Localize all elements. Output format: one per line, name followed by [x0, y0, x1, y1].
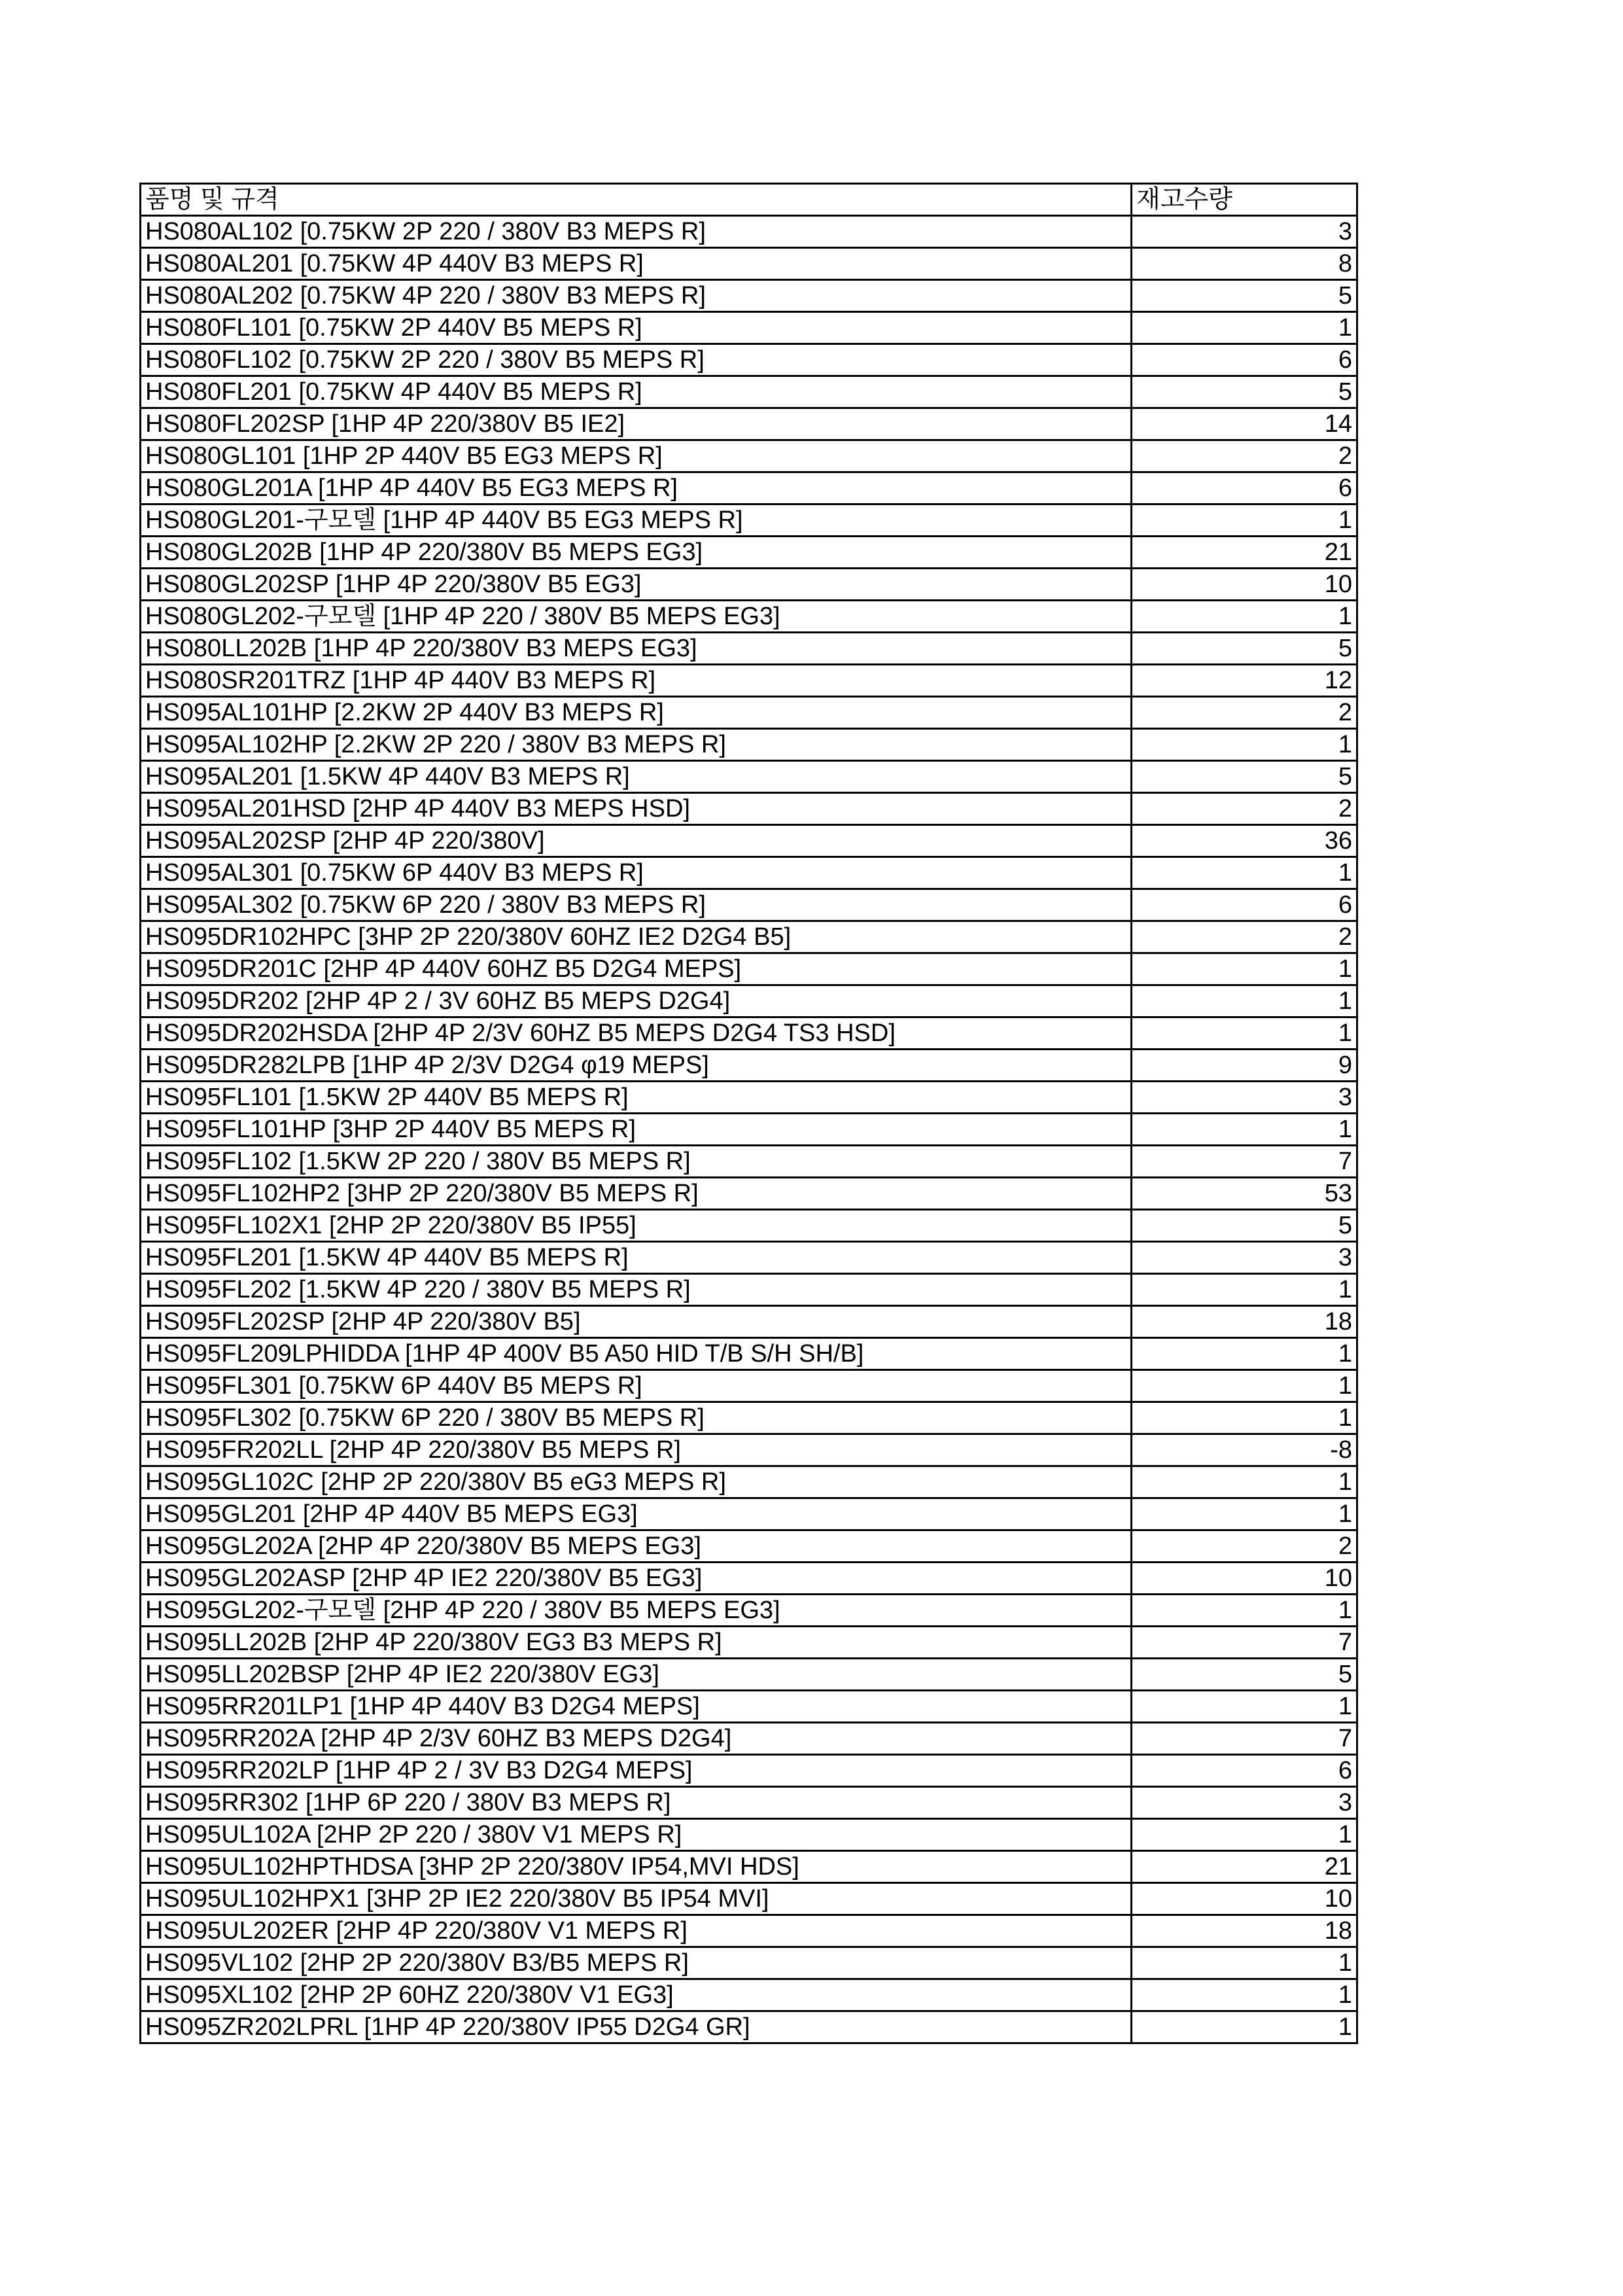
product-name-cell: HS095FL302 [0.75KW 6P 220 / 380V B5 MEPS R] [141, 1402, 1132, 1434]
column-header-name: 품명 및 규격 [141, 184, 1132, 216]
product-name-cell: HS080AL201 [0.75KW 4P 440V B3 MEPS R] [141, 248, 1132, 280]
table-row [141, 1178, 1357, 1210]
table-row [141, 1979, 1357, 2011]
table-row [141, 1338, 1357, 1370]
stock-qty-cell: 5 [1132, 633, 1357, 665]
stock-qty-cell: 1 [1132, 1114, 1357, 1146]
table-row [141, 1659, 1357, 1691]
table-row [141, 1114, 1357, 1146]
product-name-cell: HS095DR102HPC [3HP 2P 220/380V 60HZ IE2 D2G4 B5] [141, 921, 1132, 953]
stock-qty-cell: 9 [1132, 1050, 1357, 1082]
product-name-cell: HS095UL202ER [2HP 4P 220/380V V1 MEPS R] [141, 1915, 1132, 1947]
table-row [141, 1723, 1357, 1755]
stock-qty-cell: 1 [1132, 729, 1357, 761]
product-name-cell: HS095RR202LP [1HP 4P 2 / 3V B3 D2G4 MEPS] [141, 1755, 1132, 1787]
stock-qty-cell: 1 [1132, 1691, 1357, 1723]
stock-qty-cell: 1 [1132, 1498, 1357, 1530]
table-row [141, 1595, 1357, 1627]
product-name-cell: HS095LL202BSP [2HP 4P IE2 220/380V EG3] [141, 1659, 1132, 1691]
product-name-cell: HS095GL202-구모델 [2HP 4P 220 / 380V B5 MEPS EG3] [141, 1595, 1132, 1627]
stock-qty-cell: 2 [1132, 921, 1357, 953]
product-name-cell: HS095AL302 [0.75KW 6P 220 / 380V B3 MEPS R] [141, 889, 1132, 921]
stock-qty-cell: 1 [1132, 601, 1357, 633]
table-row [141, 472, 1357, 504]
stock-qty-cell: 1 [1132, 1402, 1357, 1434]
table-row [141, 1530, 1357, 1563]
product-name-cell: HS095AL102HP [2.2KW 2P 220 / 380V B3 MEPS R] [141, 729, 1132, 761]
stock-qty-cell: 5 [1132, 376, 1357, 408]
product-name-cell: HS095RR202A [2HP 4P 2/3V 60HZ B3 MEPS D2G4] [141, 1723, 1132, 1755]
product-name-cell: HS095GL202A [2HP 4P 220/380V B5 MEPS EG3] [141, 1530, 1132, 1563]
stock-qty-cell: 1 [1132, 985, 1357, 1017]
stock-qty-cell: 1 [1132, 1466, 1357, 1498]
table-row [141, 761, 1357, 793]
product-name-cell: HS095UL102HPX1 [3HP 2P IE2 220/380V B5 IP54 MVI] [141, 1883, 1132, 1915]
product-name-cell: HS080FL201 [0.75KW 4P 440V B5 MEPS R] [141, 376, 1132, 408]
product-name-cell: HS095FL209LPHIDDA [1HP 4P 400V B5 A50 HID T/B S/H SH/B] [141, 1338, 1132, 1370]
table-row [141, 953, 1357, 985]
product-name-cell: HS095UL102A [2HP 2P 220 / 380V V1 MEPS R] [141, 1819, 1132, 1851]
table-row [141, 1402, 1357, 1434]
stock-qty-cell: 1 [1132, 953, 1357, 985]
table-row [141, 1915, 1357, 1947]
table-row [141, 1050, 1357, 1082]
table-row [141, 601, 1357, 633]
stock-qty-cell: 5 [1132, 761, 1357, 793]
product-name-cell: HS095XL102 [2HP 2P 60HZ 220/380V V1 EG3] [141, 1979, 1132, 2011]
product-name-cell: HS080LL202B [1HP 4P 220/380V B3 MEPS EG3] [141, 633, 1132, 665]
table-row [141, 1434, 1357, 1466]
table-row [141, 1242, 1357, 1274]
column-header-qty: 재고수량 [1132, 184, 1357, 216]
stock-qty-cell: 21 [1132, 1851, 1357, 1883]
table-row [141, 985, 1357, 1017]
stock-qty-cell: -8 [1132, 1434, 1357, 1466]
product-name-cell: HS095LL202B [2HP 4P 220/380V EG3 B3 MEPS R] [141, 1627, 1132, 1659]
stock-qty-cell: 10 [1132, 569, 1357, 601]
product-name-cell: HS080FL102 [0.75KW 2P 220 / 380V B5 MEPS R] [141, 344, 1132, 376]
stock-qty-cell: 36 [1132, 825, 1357, 857]
table-row [141, 569, 1357, 601]
product-name-cell: HS095GL201 [2HP 4P 440V B5 MEPS EG3] [141, 1498, 1132, 1530]
product-name-cell: HS095GL202ASP [2HP 4P IE2 220/380V B5 EG3] [141, 1563, 1132, 1595]
product-name-cell: HS095GL102C [2HP 2P 220/380V B5 eG3 MEPS R] [141, 1466, 1132, 1498]
product-name-cell: HS080FL101 [0.75KW 2P 440V B5 MEPS R] [141, 312, 1132, 344]
table-row [141, 280, 1357, 312]
product-name-cell: HS080FL202SP [1HP 4P 220/380V B5 IE2] [141, 408, 1132, 440]
table-row [141, 633, 1357, 665]
table-row [141, 1017, 1357, 1050]
table-row [141, 1627, 1357, 1659]
stock-qty-cell: 5 [1132, 1659, 1357, 1691]
table-row [141, 312, 1357, 344]
stock-qty-cell: 5 [1132, 280, 1357, 312]
product-name-cell: HS095AL201 [1.5KW 4P 440V B3 MEPS R] [141, 761, 1132, 793]
stock-qty-cell: 6 [1132, 472, 1357, 504]
table-row [141, 1306, 1357, 1338]
inventory-table [139, 183, 1358, 2044]
product-name-cell: HS095FL101HP [3HP 2P 440V B5 MEPS R] [141, 1114, 1132, 1146]
stock-qty-cell: 7 [1132, 1627, 1357, 1659]
table-row [141, 1210, 1357, 1242]
product-name-cell: HS095AL301 [0.75KW 6P 440V B3 MEPS R] [141, 857, 1132, 889]
product-name-cell: HS095RR302 [1HP 6P 220 / 380V B3 MEPS R] [141, 1787, 1132, 1819]
stock-qty-cell: 6 [1132, 889, 1357, 921]
product-name-cell: HS095UL102HPTHDSA [3HP 2P 220/380V IP54,MVI HDS] [141, 1851, 1132, 1883]
table-row [141, 729, 1357, 761]
table-row [141, 408, 1357, 440]
stock-qty-cell: 1 [1132, 1274, 1357, 1306]
table-row [141, 857, 1357, 889]
product-name-cell: HS095FL201 [1.5KW 4P 440V B5 MEPS R] [141, 1242, 1132, 1274]
stock-qty-cell: 10 [1132, 1563, 1357, 1595]
stock-qty-cell: 6 [1132, 1755, 1357, 1787]
product-name-cell: HS080GL202SP [1HP 4P 220/380V B5 EG3] [141, 569, 1132, 601]
stock-qty-cell: 1 [1132, 1017, 1357, 1050]
product-name-cell: HS095AL201HSD [2HP 4P 440V B3 MEPS HSD] [141, 793, 1132, 825]
table-row [141, 2011, 1357, 2043]
product-name-cell: HS080GL202-구모델 [1HP 4P 220 / 380V B5 MEPS EG3] [141, 601, 1132, 633]
table-row [141, 1851, 1357, 1883]
product-name-cell: HS095DR202 [2HP 4P 2 / 3V 60HZ B5 MEPS D2G4] [141, 985, 1132, 1017]
stock-qty-cell: 1 [1132, 504, 1357, 537]
product-name-cell: HS080AL202 [0.75KW 4P 220 / 380V B3 MEPS R] [141, 280, 1132, 312]
table-row [141, 1947, 1357, 1979]
stock-qty-cell: 6 [1132, 344, 1357, 376]
product-name-cell: HS080GL201-구모델 [1HP 4P 440V B5 EG3 MEPS R] [141, 504, 1132, 537]
product-name-cell: HS095FL102X1 [2HP 2P 220/380V B5 IP55] [141, 1210, 1132, 1242]
stock-qty-cell: 8 [1132, 248, 1357, 280]
stock-qty-cell: 1 [1132, 312, 1357, 344]
stock-qty-cell: 12 [1132, 665, 1357, 697]
table-row [141, 665, 1357, 697]
table-row [141, 1370, 1357, 1402]
table-row [141, 376, 1357, 408]
product-name-cell: HS080SR201TRZ [1HP 4P 440V B3 MEPS R] [141, 665, 1132, 697]
stock-qty-cell: 3 [1132, 1242, 1357, 1274]
header-row [141, 184, 1357, 216]
stock-qty-cell: 1 [1132, 1370, 1357, 1402]
table-row [141, 921, 1357, 953]
table-row [141, 440, 1357, 472]
table-row [141, 889, 1357, 921]
product-name-cell: HS095VL102 [2HP 2P 220/380V B3/B5 MEPS R] [141, 1947, 1132, 1979]
table-row [141, 793, 1357, 825]
product-name-cell: HS095FL101 [1.5KW 2P 440V B5 MEPS R] [141, 1082, 1132, 1114]
table-row [141, 1563, 1357, 1595]
stock-qty-cell: 1 [1132, 1595, 1357, 1627]
product-name-cell: HS080GL202B [1HP 4P 220/380V B5 MEPS EG3] [141, 537, 1132, 569]
stock-qty-cell: 1 [1132, 1979, 1357, 2011]
stock-qty-cell: 3 [1132, 216, 1357, 248]
product-name-cell: HS095AL101HP [2.2KW 2P 440V B3 MEPS R] [141, 697, 1132, 729]
table-row [141, 248, 1357, 280]
stock-qty-cell: 7 [1132, 1146, 1357, 1178]
stock-qty-cell: 14 [1132, 408, 1357, 440]
product-name-cell: HS095ZR202LPRL [1HP 4P 220/380V IP55 D2G4 GR] [141, 2011, 1132, 2043]
stock-qty-cell: 21 [1132, 537, 1357, 569]
product-name-cell: HS095FL202SP [2HP 4P 220/380V B5] [141, 1306, 1132, 1338]
product-name-cell: HS095DR282LPB [1HP 4P 2/3V D2G4 φ19 MEPS] [141, 1050, 1132, 1082]
product-name-cell: HS095DR201C [2HP 4P 440V 60HZ B5 D2G4 MEPS] [141, 953, 1132, 985]
table-row [141, 1466, 1357, 1498]
stock-qty-cell: 1 [1132, 2011, 1357, 2043]
table-row [141, 344, 1357, 376]
table-row [141, 1274, 1357, 1306]
product-name-cell: HS080AL102 [0.75KW 2P 220 / 380V B3 MEPS R] [141, 216, 1132, 248]
stock-qty-cell: 7 [1132, 1723, 1357, 1755]
product-name-cell: HS095AL202SP [2HP 4P 220/380V] [141, 825, 1132, 857]
product-name-cell: HS095FL102 [1.5KW 2P 220 / 380V B5 MEPS R] [141, 1146, 1132, 1178]
stock-qty-cell: 18 [1132, 1915, 1357, 1947]
product-name-cell: HS080GL101 [1HP 2P 440V B5 EG3 MEPS R] [141, 440, 1132, 472]
product-name-cell: HS080GL201A [1HP 4P 440V B5 EG3 MEPS R] [141, 472, 1132, 504]
stock-qty-cell: 1 [1132, 1947, 1357, 1979]
product-name-cell: HS095FR202LL [2HP 4P 220/380V B5 MEPS R] [141, 1434, 1132, 1466]
table-row [141, 1146, 1357, 1178]
table-row [141, 504, 1357, 537]
table-row [141, 697, 1357, 729]
product-name-cell: HS095DR202HSDA [2HP 4P 2/3V 60HZ B5 MEPS D2G4 TS3 HSD] [141, 1017, 1132, 1050]
stock-qty-cell: 1 [1132, 1338, 1357, 1370]
stock-qty-cell: 1 [1132, 1819, 1357, 1851]
product-name-cell: HS095FL202 [1.5KW 4P 220 / 380V B5 MEPS R] [141, 1274, 1132, 1306]
table-row [141, 1787, 1357, 1819]
table-row [141, 1755, 1357, 1787]
product-name-cell: HS095FL301 [0.75KW 6P 440V B5 MEPS R] [141, 1370, 1132, 1402]
stock-qty-cell: 5 [1132, 1210, 1357, 1242]
table-row [141, 825, 1357, 857]
table-row [141, 1883, 1357, 1915]
stock-qty-cell: 3 [1132, 1787, 1357, 1819]
table-row [141, 1819, 1357, 1851]
product-name-cell: HS095RR201LP1 [1HP 4P 440V B3 D2G4 MEPS] [141, 1691, 1132, 1723]
stock-qty-cell: 2 [1132, 1530, 1357, 1563]
stock-qty-cell: 18 [1132, 1306, 1357, 1338]
table-row [141, 537, 1357, 569]
table-row [141, 1082, 1357, 1114]
stock-qty-cell: 2 [1132, 440, 1357, 472]
stock-qty-cell: 2 [1132, 793, 1357, 825]
table-row [141, 216, 1357, 248]
stock-qty-cell: 10 [1132, 1883, 1357, 1915]
stock-qty-cell: 3 [1132, 1082, 1357, 1114]
table-row [141, 1498, 1357, 1530]
stock-qty-cell: 1 [1132, 857, 1357, 889]
table-row [141, 1691, 1357, 1723]
product-name-cell: HS095FL102HP2 [3HP 2P 220/380V B5 MEPS R] [141, 1178, 1132, 1210]
stock-qty-cell: 53 [1132, 1178, 1357, 1210]
stock-qty-cell: 2 [1132, 697, 1357, 729]
